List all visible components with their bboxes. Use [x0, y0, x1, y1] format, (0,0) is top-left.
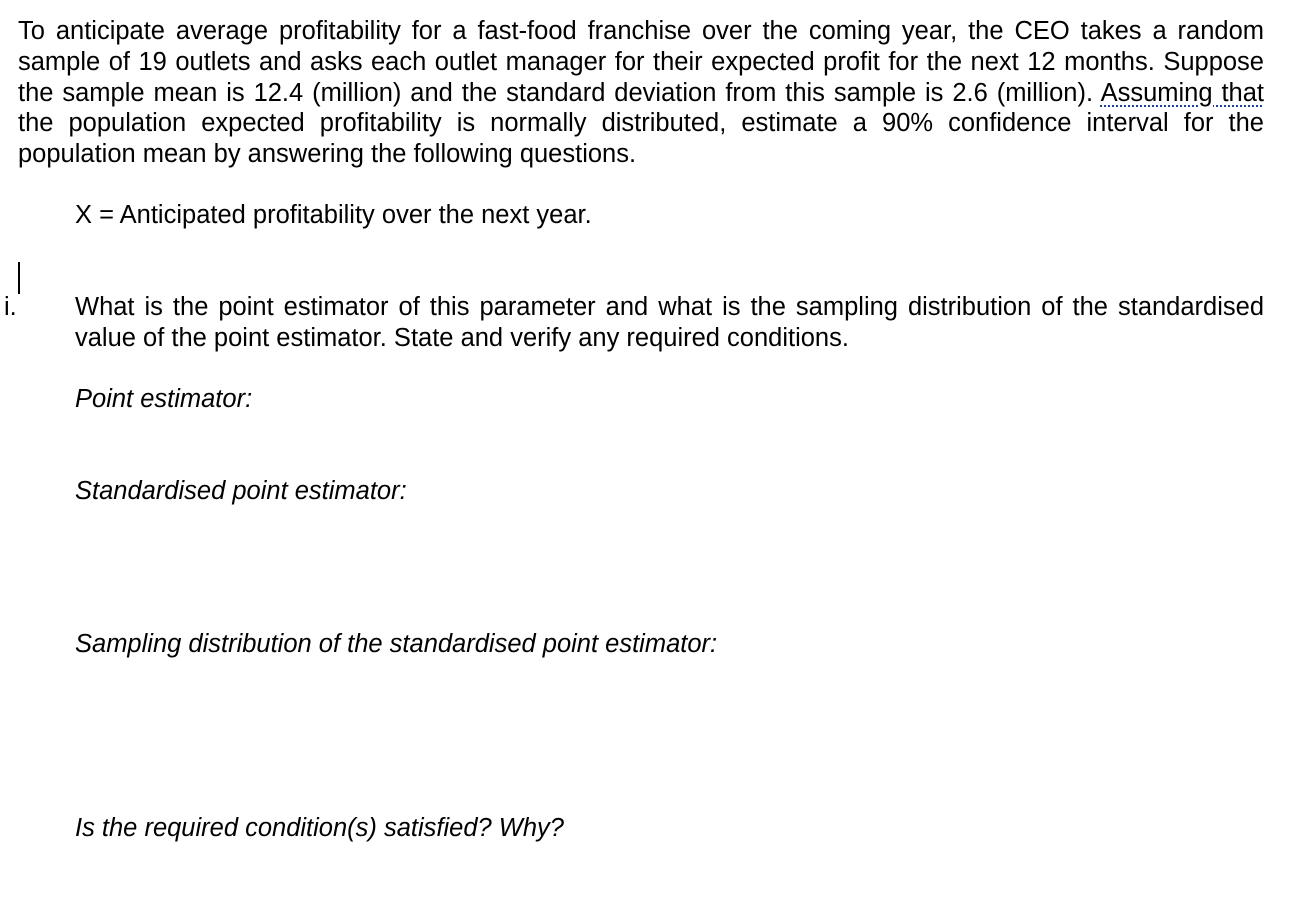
standardised-point-estimator-label: Standardised point estimator:: [75, 477, 407, 505]
intro-paragraph: [18, 16, 1264, 170]
text-cursor: [18, 262, 20, 294]
question-text: What is the point estimator of this parameter and what is the sampling distribution of the standardised value of the point estimator. State and verify any required conditions.: [75, 293, 1264, 352]
intro-text-end: the population expected profitability is normally distributed, estimate a 90% confidence interval for the population mean by answering the following questions.: [18, 109, 1264, 169]
intro-text-start: To anticipate average profitability for a fast-food franchise over the coming year, the CEO takes a random sample of 19 outlets and asks each outlet manager for their expected profit for the next 12 months. Suppose the sample mean is 12.4 (million) and the standard deviation from this sample is 2.6 (million).: [18, 17, 1264, 107]
point-estimator-label: Point estimator:: [75, 385, 253, 413]
variable-definition: X = Anticipated profitability over the next year.: [75, 201, 592, 229]
intro-underlined-phrase: Assuming that: [1100, 78, 1264, 107]
question-number: i.: [4, 293, 17, 321]
condition-check-label: Is the required condition(s) satisfied? Why?: [75, 814, 564, 842]
sampling-distribution-label: Sampling distribution of the standardised point estimator:: [75, 630, 718, 658]
